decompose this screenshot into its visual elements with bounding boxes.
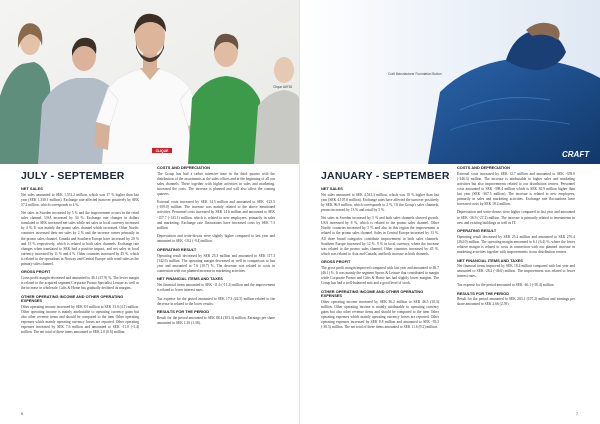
craft-athlete-image bbox=[300, 0, 600, 164]
section-title: OTHER OPERATING INCOME AND OTHER OPERATING EXPENSES bbox=[21, 293, 124, 304]
right-column-1 bbox=[321, 187, 439, 334]
page-heading: JULY - SEPTEMBER bbox=[21, 170, 125, 182]
body-paragraph: Result for the period amounted to SEK 88.4 (103.3) million. Earnings per share amounted to SEK 1.16 (1.36). bbox=[157, 315, 275, 325]
page-heading: JANUARY - SEPTEMBER bbox=[321, 170, 450, 182]
section-title: RESULTS FOR THE PERIOD bbox=[457, 290, 510, 296]
body-paragraph: Tax expense for the period amounted to SEK -46.1 (-50.4) million. bbox=[457, 282, 555, 287]
right-page bbox=[300, 0, 600, 424]
left-column-2 bbox=[157, 166, 275, 330]
body-paragraph: Result for the period amounted to SEK 203.1 (197.2) million and earnings per share amounted to SEK 2.66 (2.59). bbox=[457, 297, 575, 307]
svg-text:CLIQUE: CLIQUE bbox=[155, 148, 169, 153]
clique-models-image bbox=[0, 0, 300, 164]
body-paragraph: External costs increased by SEK 14.5 million and amounted to SEK -123.5 (-109.0) million. The increase was mainly related to the above mentioned activities. Personnel costs increased by SEK 14.6 million and amounted to SEK -157.7 (-143.1) million, which is related to new employees, primarily in sales and marketing. Exchange rate fluctuations have increased costs by SEK 7.3 million. bbox=[157, 200, 275, 230]
section-title: NET SALES bbox=[321, 186, 343, 191]
clique-photo bbox=[0, 0, 300, 164]
section-title: COSTS AND DEPRECIATION bbox=[157, 165, 210, 170]
body-paragraph: Net financial items improved by SEK 18.4 million compared with last year and amounted to SEK -28.2 (-46.6) million. The improvement was related to lower interest rates. bbox=[457, 264, 575, 279]
body-paragraph: Net sales amounted to SEK 1,551.2 million, which was 17 % higher than last year (SEK 1,330.1 million). Exchange rate-affected turnover positively by SEK 57.2 million, which corresponds to 4 %. bbox=[21, 192, 139, 207]
section-title: OPERATING RESULT bbox=[157, 246, 197, 252]
section-title: GROSS PROFIT bbox=[21, 269, 51, 275]
body-paragraph: Depreciation and write-downs were higher compared to last year and amounted to SEK -36.9 (-27.2) million. The increase is primarily related to investments in new and existing buildings as well as IT. bbox=[457, 210, 575, 225]
craft-photo bbox=[300, 0, 600, 164]
body-paragraph: Net financial items amounted to SEK -11.6 (-11.2) million and the improvement is related to lower interest rates. bbox=[157, 282, 275, 292]
body-paragraph: Depreciation and write-downs were slightly higher compared to last year and amounted to SEK -10.2 (-9.4) million. bbox=[157, 234, 275, 244]
section-title: RESULTS FOR THE PERIOD bbox=[157, 309, 210, 315]
photo-caption: Craft Manufacturer Foundation Button bbox=[388, 72, 442, 76]
body-paragraph: External costs increased by SEK 12.7 million and amounted to SEK -359.0 (-346.3) million. The increase is attributable to higher sales and marketing activities but also improvements related to our distribution centers. Personnel costs amounted to SEK -398.4 million which is SEK 30.9 million higher than last year (SEK -367.5 million). The increase is related to new employees, primarily in sales and marketing activities. Exchange rate fluctuations have increased costs by SEK 18.2 million. bbox=[457, 171, 575, 206]
page-number: 7 bbox=[576, 412, 578, 416]
section-title: OTHER OPERATING INCOME AND OTHER OPERATING EXPENSES bbox=[321, 288, 424, 299]
section-title: GROSS PROFIT bbox=[321, 259, 351, 265]
body-paragraph: Operating result decreased by SEK 25.2 million and amounted to SEK 276.4 (264.0) million. The operating margin amounted to 6.1 (6.4) %, where the lower relative margin is related to costs in connection with our planned increase in marketing activities together with improvements in our distribution centers. bbox=[457, 234, 575, 254]
body-paragraph: Operating result decreased by SEK 25.3 million and amounted to SEK 117.3 (142.6) million. The operating margin decreased as well in comparison to last year and amounted to 7.6 (10.7) %. The decrease was related to costs in connection with our planned increase in marketing activities. bbox=[157, 253, 275, 273]
right-column-2 bbox=[457, 166, 575, 311]
body-paragraph: Net sales amounted to SEK 4,541.3 million, which was 10 % higher than last year (SEK 4,107.0 million). Exchange rates have affected the turnover positively by SEK 96.9 million, which corresponds to 2 %. Of the Group's sales channels, promo increased by 13 % and retail by 5 %. bbox=[321, 192, 439, 212]
section-title: NET SALES bbox=[21, 186, 43, 191]
photo-caption: Clique AW'18 bbox=[273, 85, 292, 89]
body-paragraph: Other operating income increased by SEK 36.2 million to SEK 46.5 (10.3) million. Other operating income is mainly attributable to operating currency gains but also other revenue items and should be compared to the item Other operating expenses which mainly operating currency losses are reported. Other operating expenses increased by SEK 8.8 million and amounted to SEK -39.3 (-30.5) million. The net total of these items amounted to SEK 11.6 (9.2) million. bbox=[321, 299, 439, 329]
body-paragraph: The Group has had a rather intensive time in the third quarter with the distribution of the assortments at the sales offices and at the beginning of all our sales channels. These together with higher activities in sales and marketing, increased the costs. The increase is planned and will also affect the coming quarters. bbox=[157, 171, 275, 196]
section-title: COSTS AND DEPRECIATION bbox=[457, 165, 510, 170]
section-title: NET FINANCIAL ITEMS AND TAXES bbox=[457, 257, 523, 263]
body-paragraph: Gross profit margin decreased and amounted to 46.1 (47.9) %. The lower margin is related to the acquired segment Corporate Promo Specialist Leisure as well as the increase in wholesale. Gifts & Home has gradually declined its margins. bbox=[21, 275, 139, 291]
body-paragraph: Net sales in Sweden increased by 5 % and the improvement occurs in the retail sales channel. USA increased by 34 %. Exchange rate changes in dollars translated to SEK increased net sales while net sales in local currency increased by 4 %. It was mainly the promo sales channel which increased. Other Nordic countries increased their net sales by 2 % and the increase comes primarily in the promo sales channel. Canada and Southern Europe have increased by 20 % and 13 % respectively, which is related to both sales channels. Exchange rate changes when translated to SEK had a positive impact, and net sales in local currency increased by 11 % and 4 %. Other countries increased by 45 %, which is related to the operations in Norway and Central Europe with retail sales as the primary sales channel. bbox=[21, 211, 139, 266]
section-title: NET FINANCIAL ITEMS AND TAXES bbox=[157, 276, 223, 282]
body-paragraph: Net sales in Sweden increased by 5 % and both sales channels showed growth. USA increased by 8 %, which is related to the promo sales channel. Other Nordic countries increased by 5 % and also in this region the improvement is related to the promo sales channel. Sales in Central Europe increased by 13 %. All three brand categories contribute improvement in both sales channels. Southern Europe increased by 12 %. 9 % in local currency, where the increase was related to the promo sales channel. Other countries increased by 45 %, which was related to Asia and Canada, and both increase in both channels. bbox=[321, 216, 439, 256]
section-title: OPERATING RESULT bbox=[457, 228, 497, 234]
craft-logo: CRAFT bbox=[562, 150, 590, 159]
body-paragraph: The gross profit margin improved compared with last year and amounted to 46.7 (46.1) %. It was mainly the segment Sports & Leisure that contributed to margin while Corporate Promo and Gifts & Home has had slightly lower margins. The Group has had a well-balanced mix and a good level of stock. bbox=[321, 265, 439, 285]
left-column-1 bbox=[21, 187, 139, 339]
page-number: 6 bbox=[21, 412, 23, 416]
body-paragraph: Tax expense for the period amounted to SEK 17.3 (24.5) million related to the decrease in related to the lower results. bbox=[157, 296, 275, 306]
body-paragraph: Other operating income increased by SEK 8.9 million to SEK 13.0 (4.1) million. Other operating income is mainly attributable to operating currency gains but also other revenue items and should be compared to the item Other operating expenses which mainly operating currency losses are reported. Other operating expenses increased by SEK 7.6 million and amounted to SEK -11.0 (-3.4) million. The net total of these items amounted to SEK 2.0 (0.6) million. bbox=[21, 304, 139, 334]
